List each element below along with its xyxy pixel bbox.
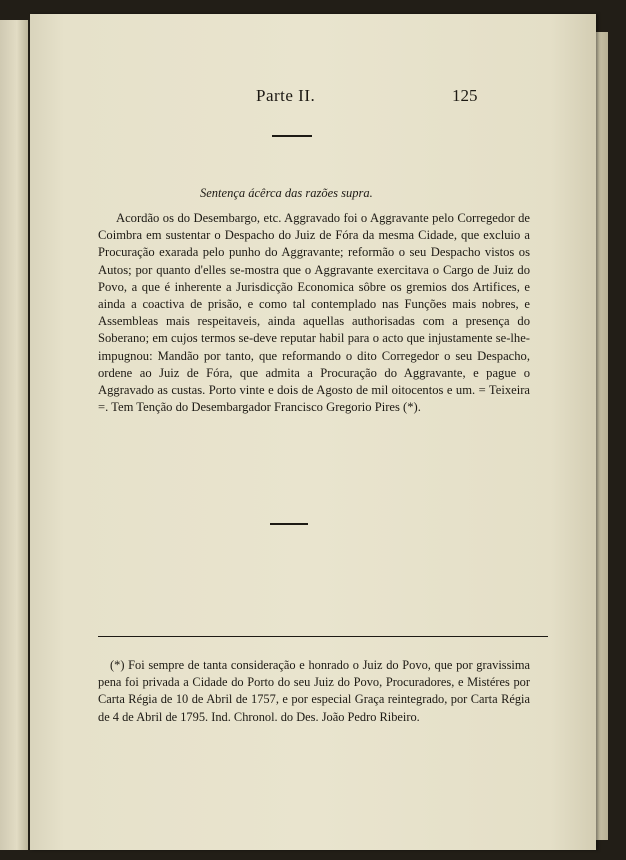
section-end-rule xyxy=(270,523,308,525)
page-number: 125 xyxy=(452,86,478,105)
footnote-separator xyxy=(98,636,548,637)
body-text xyxy=(98,210,530,416)
footnote-text: (*) Foi sempre de tanta consideração e honrado o Juiz do Povo, que por gravissima pena foi privada a Cidade do Porto do seu Juiz do Povo, Procuradores, e Mistéres por Carta Régia de 10 de Abril de 1757, e por especial Graça reintegrado, por Carta Régia de 4 de Abril de 1795. Ind. Chronol. do Des. João Pedro Ribeiro. xyxy=(98,658,530,724)
running-head: Parte II. xyxy=(256,86,316,105)
facing-page-edge xyxy=(0,20,28,850)
body-paragraph: Acordão os do Desembargo, etc. Aggravado foi o Aggravante pelo Corregedor de Coimbra em sustentar o Despacho do Juiz de Fóra da mesma Cidade, que excluio a Procuração exarada pelo punho do Aggravante; reformão o seu Despacho vistos os Autos; por quanto d'elles se-mostra que o Aggravante exercitava o Cargo de Juiz do Povo, a que é inherente a Jurisdicção Economica sôbre os gremios dos Artifices, e ainda a coactiva de prisão, e como tal contemplado nas Funções mais nobres, e Assembleas mais respeitaveis, ainda aquellas authorisadas com a presença do Soberano; em cujos termos se-deve reputar habil para o acto que injustamente se-lhe-impugnou: Mandão por tanto, que reformando o dito Corregedor o seu Despacho, ordene ao Juiz de Fóra, que admita a Procuração do Aggravante, e pague o Aggravado as custas. Porto vinte e dois de Agosto de mil oitocentos e um. = Teixeira =. Tem Tenção do Desembargador Francisco Gregorio Pires (*). xyxy=(98,211,530,415)
section-heading: Sentença ácêrca das razões supra. xyxy=(200,186,373,200)
header-rule xyxy=(272,135,312,137)
page-stack-edge xyxy=(594,32,608,840)
footnote xyxy=(98,657,530,726)
